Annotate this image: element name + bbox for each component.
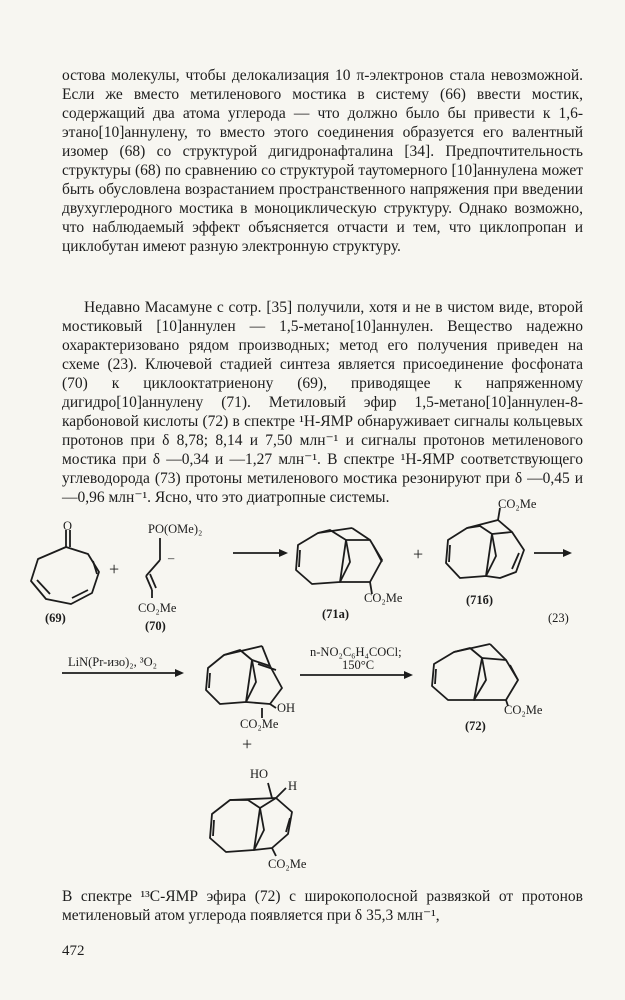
- label-71b: (71б): [466, 593, 494, 607]
- plus-sign-3: +: [242, 734, 253, 754]
- phosphonate-label: PO(OMe)₂: [148, 522, 203, 536]
- reagent-2b-label: 150°C: [342, 658, 375, 672]
- ho-label: HO: [250, 767, 269, 781]
- reagent-1-label: LiN(Pr-изо)₂, ³O₂: [68, 655, 158, 669]
- label-69: (69): [45, 611, 66, 625]
- page-number: 472: [62, 943, 85, 959]
- paragraph-3: В спектре ¹³C-ЯМР эфира (72) с широкополосной развязкой от протонов метиленовый атом углерода появляется при δ 35,3 млн⁻¹,: [62, 888, 583, 924]
- label-70: (70): [145, 619, 166, 633]
- structure-71b: [446, 497, 537, 607]
- structure-69: [31, 519, 99, 625]
- paragraph-1: остова молекулы, чтобы делокализация 10 π-электронов стала невозможной. Если же вместо метиленового мостика в систему (66) ввести мостик, содержащий два атома углерода — что должно было бы привести к 1,6-этано[10]аннулену, то вместо этого соединения образуется его валентный изомер (68) со структурой дигидронафталина [34]. Предпочтительность структуры (68) по сравнению со структурой таутомерного [10]аннулена может быть обусловлена возрастанием пространственного напряжения при введении двухуглеродного мостика в моноциклическую структуру. Однако возможно, что наблюдаемый эффект объясняется отчасти и тем, что циклопропан и циклобутан имеют разную электронную структуру.: [62, 67, 583, 255]
- paragraph-2: Недавно Масамуне с сотр. [35] получили, хотя и не в чистом виде, второй мостиковый [10]аннулен — 1,5-метано[10]аннулен. Вещество надежно охарактеризовано рядом производных; метод его получения приведен на схеме (23). Ключевой стадией синтеза является присоединение фосфоната (70) к циклооктатриенону (69), приводящее к напряженному дигидро[10]аннулену (71). Метиловый эфир 1,5-метано[10]аннулен-8-карбоновой кислоты (72) в спектре ¹H-ЯМР обнаруживает сигналы кольцевых протонов при δ 8,78; 8,14 и 7,50 млн⁻¹ и сигналы протонов метиленового мостика при δ —0,34 и —1,27 млн⁻¹. В спектре ¹H-ЯМР соответствующего углеводорода (73) протоны метиленового мостика резонируют при δ —0,45 и —0,96 млн⁻¹. Ясно, что это диатропные системы.: [62, 299, 583, 506]
- h-label: H: [288, 779, 298, 793]
- plus-sign-1: +: [109, 559, 120, 579]
- structure-72: [432, 644, 543, 733]
- oh-label-1: OH: [277, 701, 296, 715]
- co2me-label-71a: CO₂Me: [364, 591, 403, 605]
- structure-71a: [296, 528, 403, 621]
- co2me-label-alcohol-1: CO₂Me: [240, 717, 279, 731]
- co2me-label-72: CO₂Me: [504, 703, 543, 717]
- carbanion-minus: –: [168, 551, 175, 565]
- structure-alcohol-2: [210, 767, 307, 871]
- plus-sign-2: +: [413, 544, 424, 564]
- reagent-2a-label: n-NO₂C₆H₄COCl;: [310, 645, 402, 659]
- label-71a: (71а): [322, 607, 350, 621]
- oxo-label: O: [63, 519, 73, 533]
- co2me-label-alcohol-2: CO₂Me: [268, 857, 307, 871]
- structure-70: [138, 522, 202, 633]
- co2me-label-70: CO₂Me: [138, 601, 177, 615]
- equation-number: (23): [548, 611, 569, 625]
- structure-alcohol-1: [206, 646, 295, 731]
- label-72: (72): [465, 719, 486, 733]
- co2me-label-71b: CO₂Me: [498, 497, 537, 511]
